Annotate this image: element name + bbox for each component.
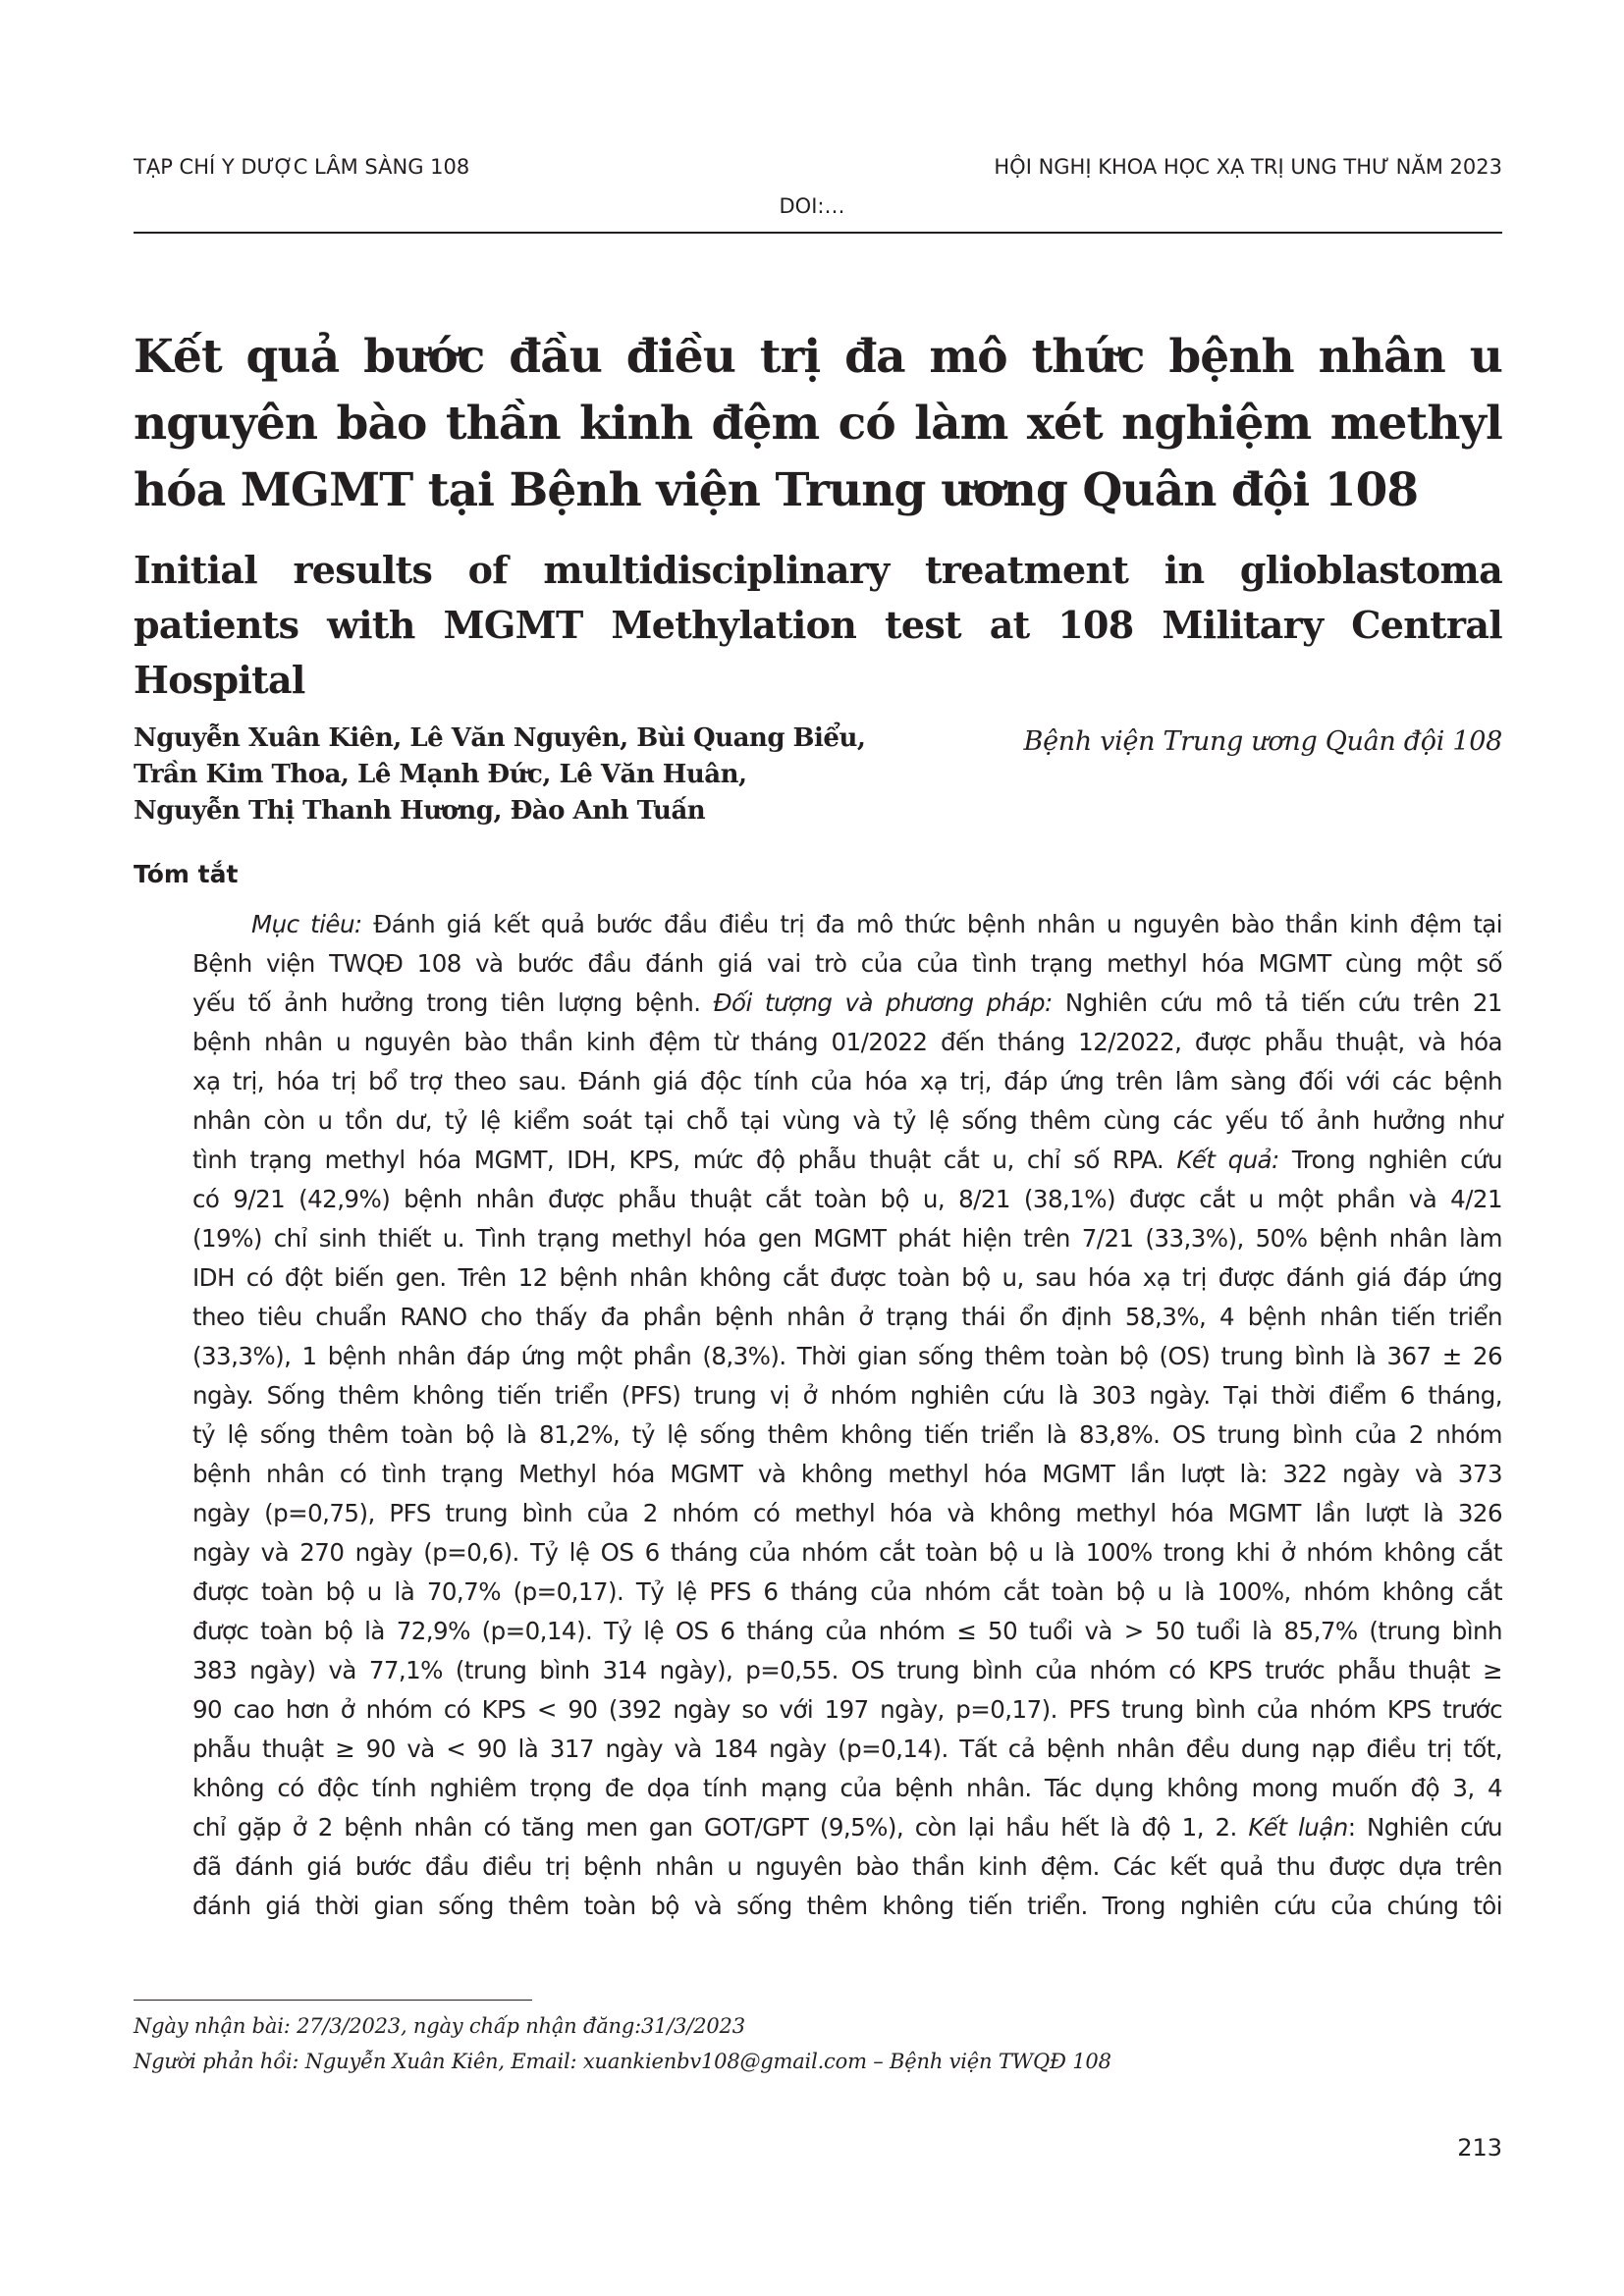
- journal-name: TẠP CHÍ Y DƯỢC LÂM SÀNG 108: [134, 155, 470, 179]
- abstract-text-run: chỉ gặp ở 2 bệnh nhân có tăng men gan GOT/GPT (9,5%), còn lại hầu hết là độ 1, 2.: [192, 1813, 1249, 1842]
- abstract-line: [192, 1258, 1502, 1298]
- abstract-line: [192, 1533, 1502, 1573]
- footnote-divider: [134, 2000, 532, 2001]
- abstract-line: [192, 1769, 1502, 1808]
- correspondence-note: Người phản hồi: Nguyễn Xuân Kiên, Email: xuankienbv108@gmail.com – Bệnh viện TWQĐ 108: [134, 2050, 1111, 2073]
- abstract-text-run: ngày (p=0,75), PFS trung bình của 2 nhóm có methyl hóa và không methyl hóa MGMT lần lượt là 326: [192, 1499, 1502, 1527]
- abstract-line: [192, 1376, 1502, 1415]
- abstract-line: [192, 1180, 1502, 1219]
- abstract-line: [192, 1062, 1502, 1101]
- abstract-text-run: bệnh nhân u nguyên bào thần kinh đệm từ tháng 01/2022 đến tháng 12/2022, được phẫu thuật, và hóa: [192, 1028, 1502, 1056]
- abstract-text-run: đã đánh giá bước đầu điều trị bệnh nhân u nguyên bào thần kinh đệm. Các kết quả thu được dựa trên: [192, 1852, 1502, 1881]
- abstract-line: [192, 905, 1502, 944]
- article-title-vietnamese: Kết quả bước đầu điều trị đa mô thức bệnh nhân u nguyên bào thần kinh đệm có làm xét nghiệm methyl hóa MGMT tại Bệnh viện Trung ương Quân đội 108: [134, 330, 1502, 517]
- abstract-line: [192, 1887, 1502, 1926]
- abstract-line: [192, 944, 1502, 984]
- abstract-line: [192, 1612, 1502, 1651]
- author-line: Nguyễn Xuân Kiên, Lê Văn Nguyên, Bùi Quang Biểu,: [134, 723, 866, 753]
- author-list: [134, 721, 899, 829]
- abstract-text-run: bệnh nhân có tình trạng Methyl hóa MGMT và không methyl hóa MGMT lần lượt là: 322 ngày và 373: [192, 1460, 1502, 1488]
- running-header: [134, 155, 1502, 188]
- abstract-section-label: Kết quả:: [1176, 1146, 1279, 1174]
- header-divider: [134, 232, 1502, 234]
- abstract-line: [192, 1298, 1502, 1337]
- abstract-text-run: tình trạng methyl hóa MGMT, IDH, KPS, mức độ phẫu thuật cắt u, chỉ số RPA.: [192, 1146, 1177, 1174]
- abstract-text-run: không có độc tính nghiêm trọng đe dọa tính mạng của bệnh nhân. Tác dụng không mong muốn độ 3, 4: [192, 1774, 1502, 1802]
- abstract-line: [192, 1494, 1502, 1533]
- abstract-text-run: Trong nghiên cứu: [1278, 1146, 1502, 1174]
- abstract-line: [192, 1101, 1502, 1141]
- doi-label: DOI:…: [779, 194, 845, 218]
- abstract-text-run: tỷ lệ sống thêm toàn bộ là 81,2%, tỷ lệ sống thêm không tiến triển là 83,8%. OS trung bình của 2 nhóm: [192, 1420, 1502, 1449]
- received-date-note: Ngày nhận bài: 27/3/2023, ngày chấp nhận đăng:31/3/2023: [134, 2014, 745, 2038]
- page-number: 213: [1457, 2134, 1502, 2162]
- abstract-text-run: 90 cao hơn ở nhóm có KPS < 90 (392 ngày so với 197 ngày, p=0,17). PFS trung bình của nhóm KPS trước: [192, 1695, 1502, 1724]
- abstract-text: [192, 905, 1502, 1926]
- author-line: Nguyễn Thị Thanh Hương, Đào Anh Tuấn: [134, 796, 706, 826]
- abstract-text-run: theo tiêu chuẩn RANO cho thấy đa phần bệnh nhân ở trạng thái ổn định 58,3%, 4 bệnh nhân tiến triển: [192, 1303, 1502, 1331]
- abstract-text-run: xạ trị, hóa trị bổ trợ theo sau. Đánh giá độc tính của hóa xạ trị, đáp ứng trên lâm sàng đối với các bệnh: [192, 1067, 1502, 1095]
- abstract-text-run: (19%) chỉ sinh thiết u. Tình trạng methyl hóa gen MGMT phát hiện trên 7/21 (33,3%), 50% bệnh nhân làm: [192, 1224, 1502, 1253]
- abstract-line: [192, 1573, 1502, 1612]
- article-title-english: Initial results of multidisciplinary treatment in glioblastoma patients with MGMT Methylation test at 108 Military Central Hospital: [134, 548, 1502, 702]
- abstract-line: [192, 1690, 1502, 1730]
- abstract-line: [192, 1023, 1502, 1062]
- abstract-line: [192, 1808, 1502, 1847]
- abstract-text-run: (33,3%), 1 bệnh nhân đáp ứng một phần (8,3%). Thời gian sống thêm toàn bộ (OS) trung bình là 367 ± 26: [192, 1342, 1502, 1370]
- abstract-line: [192, 1415, 1502, 1455]
- abstract-text-run: Bệnh viện TWQĐ 108 và bước đầu đánh giá vai trò của của tình trạng methyl hóa MGMT cùng một số: [192, 949, 1502, 978]
- abstract-text-run: được toàn bộ u là 70,7% (p=0,17). Tỷ lệ PFS 6 tháng của nhóm cắt toàn bộ u là 100%, nhóm không cắt: [192, 1577, 1502, 1606]
- abstract-text-run: yếu tố ảnh hưởng trong tiên lượng bệnh.: [192, 988, 714, 1017]
- abstract-line: [192, 1337, 1502, 1376]
- abstract-text-run: ngày và 270 ngày (p=0,6). Tỷ lệ OS 6 tháng của nhóm cắt toàn bộ u là 100% trong khi ở nhóm không cắt: [192, 1538, 1502, 1567]
- abstract-text-run: Nghiên cứu mô tả tiến cứu trên 21: [1052, 988, 1502, 1017]
- abstract-text-run: IDH có đột biến gen. Trên 12 bệnh nhân không cắt được toàn bộ u, sau hóa xạ trị được đánh giá đáp ứng: [192, 1263, 1502, 1292]
- abstract-section-label: Kết luận: [1248, 1813, 1348, 1842]
- abstract-heading: Tóm tắt: [134, 860, 239, 888]
- abstract-text-run: ngày. Sống thêm không tiến triển (PFS) trung vị ở nhóm nghiên cứu là 303 ngày. Tại thời điểm 6 tháng,: [192, 1381, 1502, 1410]
- abstract-text-run: Đánh giá kết quả bước đầu điều trị đa mô thức bệnh nhân u nguyên bào thần kinh đệm tại: [361, 910, 1502, 938]
- abstract-line: [192, 1141, 1502, 1180]
- abstract-text-run: đánh giá thời gian sống thêm toàn bộ và sống thêm không tiến triển. Trong nghiên cứu của chúng tôi: [192, 1892, 1502, 1920]
- abstract-line: [192, 1455, 1502, 1494]
- abstract-line: [192, 1219, 1502, 1258]
- abstract-text-run: 383 ngày) và 77,1% (trung bình 314 ngày), p=0,55. OS trung bình của nhóm có KPS trước phẫu thuật ≥: [192, 1656, 1502, 1684]
- abstract-line: [192, 1730, 1502, 1769]
- abstract-text-run: có 9/21 (42,9%) bệnh nhân được phẫu thuật cắt toàn bộ u, 8/21 (38,1%) được cắt u một phần và 4/21: [192, 1185, 1502, 1213]
- abstract-section-label: Mục tiêu:: [251, 910, 362, 938]
- abstract-line: [192, 1651, 1502, 1690]
- abstract-text-run: phẫu thuật ≥ 90 và < 90 là 317 ngày và 184 ngày (p=0,14). Tất cả bệnh nhân đều dung nạp điều trị tốt,: [192, 1735, 1502, 1763]
- conference-name: HỘI NGHỊ KHOA HỌC XẠ TRỊ UNG THƯ NĂM 2023: [994, 155, 1502, 179]
- abstract-line: [192, 1847, 1502, 1887]
- abstract-text-run: : Nghiên cứu: [1347, 1813, 1502, 1842]
- abstract-text-run: được toàn bộ là 72,9% (p=0,14). Tỷ lệ OS 6 tháng của nhóm ≤ 50 tuổi và > 50 tuổi là 85,7% (trung bình: [192, 1617, 1502, 1645]
- author-line: Trần Kim Thoa, Lê Mạnh Đức, Lê Văn Huân,: [134, 760, 747, 789]
- abstract-line: [192, 984, 1502, 1023]
- abstract-text-run: nhân còn u tồn dư, tỷ lệ kiểm soát tại chỗ tại vùng và tỷ lệ sống thêm cùng các yếu tố ảnh hưởng như: [192, 1106, 1502, 1135]
- abstract-section-label: Đối tượng và phương pháp:: [713, 988, 1053, 1017]
- author-affiliation: Bệnh viện Trung ương Quân đội 108: [1023, 726, 1502, 757]
